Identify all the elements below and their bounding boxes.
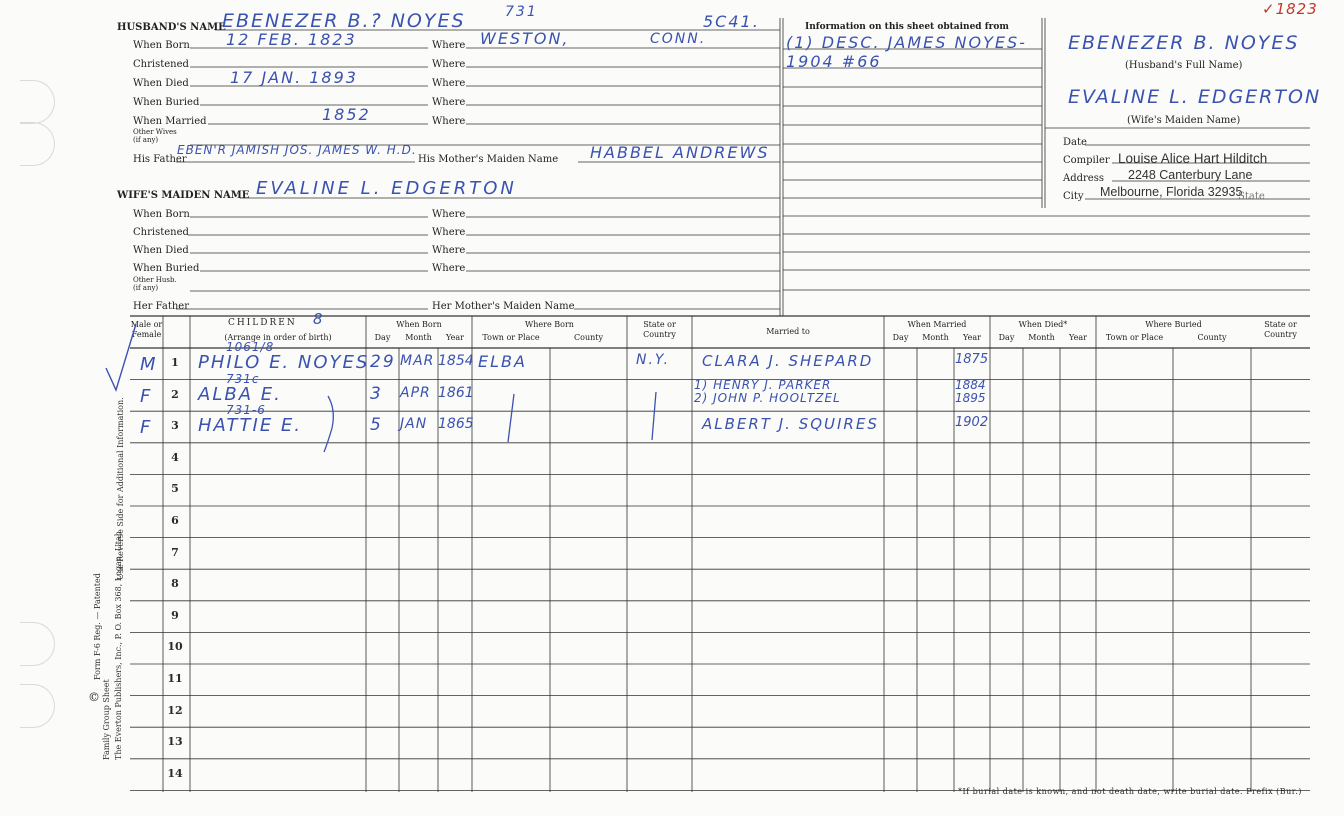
children-title: CHILDREN: [228, 318, 297, 328]
husband-mother[interactable]: HABBEL ANDREWS: [590, 143, 770, 162]
husband-buried-where-label: Where: [432, 97, 466, 108]
child-number: 9: [171, 608, 179, 622]
child-born-month[interactable]: JAN: [400, 416, 428, 433]
husband-buried-label: When Buried: [133, 97, 200, 108]
husband-full-name-caption: (Husband's Full Name): [1125, 60, 1243, 71]
child-number: 2: [171, 387, 179, 401]
child-spouse[interactable]: ALBERT J. SQUIRES: [702, 415, 879, 434]
child-born-year[interactable]: 1854: [438, 353, 474, 369]
born-county-header: County: [574, 333, 603, 342]
city-value[interactable]: Melbourne, Florida 32935: [1100, 185, 1243, 199]
ditto-marks: [300, 390, 720, 470]
husband-married[interactable]: 1852: [322, 105, 371, 124]
married-day-header: Day: [892, 333, 909, 342]
child-sex[interactable]: F: [140, 385, 153, 407]
child-name[interactable]: ALBA E.: [198, 383, 282, 405]
born-month-header: Month: [405, 333, 432, 342]
child-number: 6: [171, 514, 179, 527]
died-day-header: Day: [998, 333, 1015, 342]
child-born-day[interactable]: 5: [370, 415, 383, 436]
info-source-line1[interactable]: (1) DESC. JAMES NOYES-: [786, 33, 1027, 52]
child-number: 13: [167, 735, 183, 749]
wife-died-label: When Died: [133, 245, 189, 256]
child-number: 4: [171, 450, 179, 464]
child-born-year[interactable]: 1865: [438, 416, 474, 433]
child-married-year[interactable]: 1875: [955, 352, 989, 367]
husband-mother-label: His Mother's Maiden Name: [418, 154, 559, 165]
child-name[interactable]: HATTIE E.: [198, 415, 303, 437]
born-state-header: State or Country: [643, 320, 676, 339]
where-born-header: Where Born: [525, 320, 574, 329]
married-to-header: Married to: [766, 327, 810, 336]
husband-born-where-label: Where: [432, 40, 466, 51]
child-row: [0, 538, 1344, 570]
compiler-label: Compiler: [1063, 155, 1110, 166]
husband-christened-label: Christened: [133, 59, 189, 70]
city-label: City: [1063, 191, 1084, 202]
child-spouse[interactable]: 1) HENRY J. PARKER: [694, 377, 832, 392]
born-day-header: Day: [374, 333, 391, 342]
address-value[interactable]: 2248 Canterbury Lane: [1128, 168, 1253, 182]
born-town-header: Town or Place: [482, 333, 540, 342]
copyright-symbol: ©: [88, 690, 100, 704]
child-spouse[interactable]: CLARA J. SHEPARD: [702, 352, 874, 370]
child-row: [0, 696, 1344, 728]
child-ref: 731-6: [226, 403, 266, 418]
other-wives-label: Other Wives: [133, 128, 177, 136]
child-row: [0, 569, 1344, 601]
child-row: [0, 506, 1344, 538]
husband-born-label: When Born: [133, 40, 190, 51]
child-number: 14: [167, 766, 183, 780]
info-source-line2[interactable]: 1904 #66: [786, 52, 882, 71]
child-married-year-2[interactable]: 1895: [955, 390, 986, 405]
buried-town-header: Town or Place: [1105, 333, 1164, 342]
husband-full-name[interactable]: EBENEZER B. NOYES: [1068, 32, 1300, 54]
husband-ref-number: 5C41.: [703, 12, 760, 31]
husband-name-label: HUSBAND'S NAME: [117, 22, 226, 33]
wife-christened-where-label: Where: [432, 227, 466, 238]
child-number: 7: [171, 545, 179, 559]
buried-state-header: State or Country: [1264, 320, 1297, 339]
child-born-month[interactable]: APR: [400, 384, 431, 401]
side-use-text: Use Reverse Side for Additional Information.: [116, 397, 125, 580]
child-number: 1: [171, 356, 179, 369]
other-husb-sub: (if any): [133, 284, 159, 292]
child-born-day[interactable]: 29: [370, 352, 396, 372]
married-year-header: Year: [963, 333, 981, 342]
wife-christened-label: Christened: [133, 227, 189, 238]
husband-died-where-label: Where: [432, 78, 466, 89]
wife-died-where-label: Where: [432, 245, 466, 256]
wife-name-label: WIFE'S MAIDEN NAME: [117, 190, 250, 201]
married-month-header: Month: [922, 333, 949, 342]
husband-married-where-label: Where: [432, 116, 466, 127]
child-married-year[interactable]: 1902: [955, 415, 989, 431]
died-year-header: Year: [1069, 333, 1087, 342]
child-row: [0, 340, 1344, 380]
child-born-state[interactable]: N.Y.: [636, 352, 671, 368]
where-buried-header: Where Buried: [1145, 320, 1202, 329]
child-row: [0, 727, 1344, 759]
when-born-header: When Born: [396, 320, 442, 329]
state-label: State: [1238, 191, 1265, 202]
wife-mother-label: Her Mother's Maiden Name: [432, 301, 575, 312]
child-born-day[interactable]: 3: [370, 383, 383, 404]
born-year-header: Year: [446, 333, 464, 342]
husband-name[interactable]: EBENEZER B.? NOYES: [222, 10, 466, 32]
child-married-year[interactable]: 1884: [955, 377, 986, 392]
child-row: [0, 632, 1344, 664]
side-title-text: Family Group Sheet: [102, 679, 111, 760]
child-sex[interactable]: F: [140, 417, 153, 439]
husband-father-label: His Father: [133, 154, 187, 165]
husband-died[interactable]: 17 JAN. 1893: [230, 68, 358, 87]
child-ref: 731c: [226, 371, 260, 386]
footer-note: *If burial date is known, and not death date, write burial date. Prefix (Bur.): [958, 787, 1302, 796]
husband-christened-where-label: Where: [432, 59, 466, 70]
wife-name[interactable]: EVALINE L. EDGERTON: [256, 178, 517, 199]
child-name[interactable]: PHILO E. NOYES: [198, 352, 370, 373]
when-died-header: When Died*: [1018, 320, 1068, 329]
died-month-header: Month: [1028, 333, 1055, 342]
child-row: [0, 759, 1344, 791]
child-number: 8: [171, 577, 179, 591]
wife-buried-where-label: Where: [432, 263, 466, 274]
info-source-label: Information on this sheet obtained from: [805, 22, 1009, 32]
side-form-text: Form F-6 Reg. — Patented: [93, 573, 102, 680]
wife-maiden-name[interactable]: EVALINE L. EDGERTON: [1068, 86, 1322, 108]
child-born-town[interactable]: ELBA: [478, 352, 527, 371]
sex-header: Male or Female: [130, 320, 163, 339]
child-born-year[interactable]: 1861: [438, 384, 474, 401]
child-row: [0, 664, 1344, 696]
check-note: ✓1823: [1262, 0, 1318, 18]
husband-born-where[interactable]: WESTON,: [480, 29, 570, 48]
child-sex[interactable]: M: [140, 354, 158, 375]
wife-born-label: When Born: [133, 209, 190, 220]
children-count: 8: [313, 310, 325, 328]
child-born-month[interactable]: MAR: [400, 353, 435, 369]
child-spouse-2[interactable]: 2) JOHN P. HOOLTZEL: [694, 390, 841, 405]
date-label: Date: [1063, 137, 1087, 148]
buried-county-header: County: [1197, 333, 1227, 342]
husband-ref: 731: [505, 4, 538, 20]
husband-married-label: When Married: [133, 116, 207, 127]
wife-father-label: Her Father: [133, 301, 189, 312]
husband-died-label: When Died: [133, 78, 189, 89]
compiler-name[interactable]: Louise Alice Hart Hilditch: [1118, 151, 1268, 166]
child-number: 3: [171, 419, 179, 433]
wife-buried-label: When Buried: [133, 263, 200, 274]
other-wives-sub: (if any): [133, 136, 159, 144]
address-label: Address: [1063, 173, 1104, 184]
child-row: [0, 601, 1344, 633]
husband-born-state[interactable]: CONN.: [650, 31, 707, 47]
when-married-header: When Married: [907, 320, 967, 329]
child-number: 10: [167, 640, 183, 654]
child-number: 11: [167, 672, 183, 685]
wife-born-where-label: Where: [432, 209, 466, 220]
wife-maiden-name-caption: (Wife's Maiden Name): [1127, 115, 1241, 126]
child-ref: 1061/8: [226, 340, 275, 354]
child-row: [0, 474, 1344, 506]
husband-born[interactable]: 12 FEB. 1823: [226, 30, 357, 49]
child-number: 5: [171, 482, 179, 496]
checkmark-icon: [100, 318, 140, 398]
side-publisher-text: The Everton Publishers, Inc., P. O. Box 368, Logan, Utah: [114, 531, 123, 760]
other-husb-label: Other Husb.: [133, 276, 177, 284]
child-number: 12: [167, 703, 183, 717]
husband-father[interactable]: EBEN'R JAMISH JOS. JAMES W. H.D.: [177, 143, 417, 157]
children-subtitle: (Arrange in order of birth): [224, 333, 332, 342]
